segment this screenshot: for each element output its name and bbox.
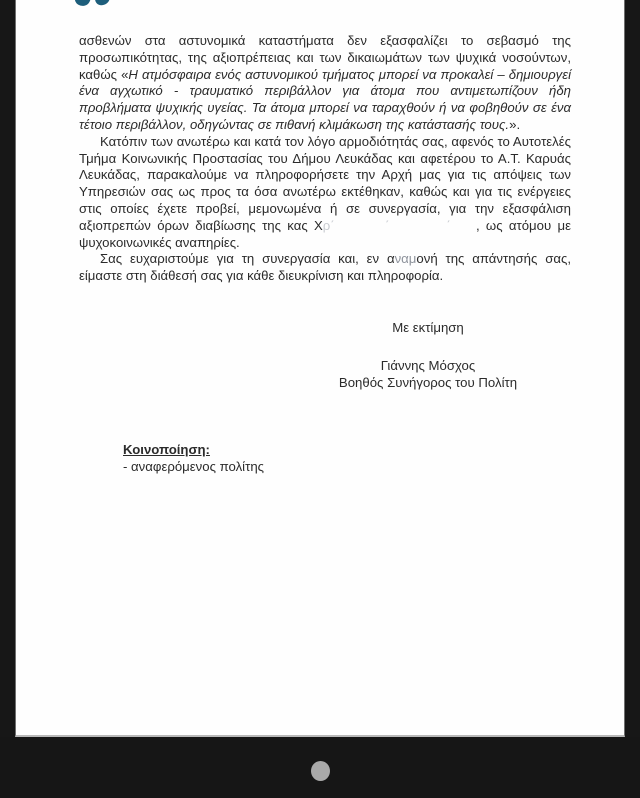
- device-nav-bar: [0, 737, 640, 798]
- cc-list: [123, 458, 571, 475]
- signature-title: Βοηθός Συνήγορος του Πολίτη: [338, 374, 518, 390]
- signature-name: Γιάννης Μόσχος: [380, 357, 476, 373]
- quoted-text: Η ατμόσφαιρα ενός αστυνομικού τμήματος μπορεί να προκαλεί – δημιουργεί ένα αγχωτικό - τραυματικό περιβάλλον για άτομα που αντιμετωπίζουν ήδη προβλήματα ψυχικής υγείας. Τα άτομα μπορεί να ταραχθούν ή να φοβηθούν σε ένα τέτοιο περιβάλλον, οδηγώντας σε πιθανή κλιμάκωση της κατάστασής τους.: [79, 66, 572, 132]
- redacted-name: ρ΄ ΄ ΄: [322, 217, 476, 233]
- paragraph: [79, 134, 571, 252]
- cc-item: - αναφερόμενος πολίτης: [123, 458, 265, 474]
- paragraphs: [79, 33, 571, 285]
- logo-fragment-icon: [93, 0, 111, 7]
- closing-salutation: Με εκτίμηση: [392, 319, 464, 335]
- paragraph-text: , ως ατόμου με ψυχοκοινωνικές αναπηρίες.: [79, 217, 571, 250]
- home-button[interactable]: [311, 761, 330, 781]
- cc-heading: Κοινοποίηση:: [123, 441, 210, 457]
- paragraph-text: Σας ευχαριστούμε για τη συνεργασία και, εν α: [100, 251, 395, 267]
- paragraph-text: ονή της απάντησής σας, είμαστε στη διάθεσή σας για κάθε διευκρίνιση και πληροφορία.: [79, 251, 571, 284]
- paragraph-text: ».: [509, 116, 521, 132]
- paragraph: [79, 33, 571, 134]
- cc-block: [123, 441, 571, 475]
- paragraph-text: ασθενών στα αστυνομικά καταστήματα δεν εξασφαλίζει το σεβασμό της προσωπικότητας, της αξιοπρέπειας και των δικαιωμάτων των ψυχικά νοσούντων, καθώς «: [79, 33, 571, 82]
- faded-text: ναμ: [394, 251, 417, 267]
- logo-fragment-icon: [73, 0, 93, 9]
- document-page: [15, 0, 625, 737]
- paragraph-text: Κατόπιν των ανωτέρω και κατά τον λόγο αρμοδιότητάς σας, αφενός το Αυτοτελές Τμήμα Κοινωνικής Προστασίας του Δήμου Λευκάδας και αφετέρου το Α.Τ. Καρυάς Λευκάδας, παρακαλούμε να πληροφορήσετε την Αρχή μας για τις απόψεις των Υπηρεσιών σας ως προς τα όσα ανωτέρω εκτέθηκαν, καθώς και για τις ενέργειες στις οποίες έχετε προβεί, μεμονωμένα ή σε συνεργασία, για την εξασφάλιση αξιοπρεπών όρων διαβίωσης της κας Χ: [79, 133, 571, 233]
- closing-block: [278, 319, 578, 391]
- paragraph: [79, 251, 571, 285]
- letter-body: [79, 33, 571, 475]
